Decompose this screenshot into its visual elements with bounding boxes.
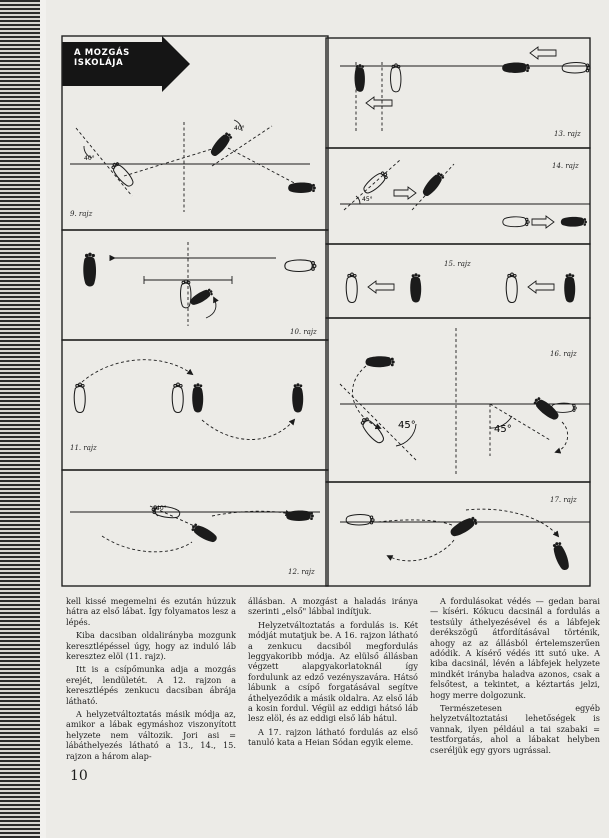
page-number: 10	[70, 768, 88, 784]
col3-paragraph: A fordulásokat védés — gedan barai — kíséri. Kókucu dacsinál a fordulás a testsúly áthelyezésével és a lábfejek derékszögű átfordításával történik, ahogy az az állásból értelemszerűen adódik. A kísérő védés itt sutó uke. A kiba dacsinál, lévén a lábfejek helyzete mindkét irányba haladva azonos, csak a felsőtest, a tekintet, a kéztartás jelzi, hogy merre dolgozunk.	[430, 596, 600, 700]
banner-line2: ISKOLÁJA	[74, 58, 124, 68]
banner-text	[74, 48, 130, 68]
panel-fig10	[62, 230, 328, 340]
fig9-angle-left: 40°	[84, 155, 95, 162]
fig11-label: 11. rajz	[70, 444, 97, 452]
text-column-1	[66, 596, 236, 764]
col2-paragraph: állásban. A mozgást a haladás iránya szerinti „első" lábbal indítjuk.	[248, 596, 418, 617]
fig16-angle-right: 45°	[494, 424, 512, 435]
panel-fig13	[326, 38, 590, 148]
fig12-label: 12. rajz	[288, 568, 315, 576]
fig14-angle: 45°	[362, 196, 373, 203]
panel-fig15	[326, 244, 590, 318]
fig9-label: 9. rajz	[70, 210, 93, 218]
fig10-label: 10. rajz	[290, 328, 317, 336]
fig16-label: 16. rajz	[550, 350, 577, 358]
col1-paragraph: Kiba dacsiban oldalirányba mozgunk keresztlépéssel úgy, hogy az induló láb keresztez elöl (11. rajz).	[66, 630, 236, 662]
text-column-2	[248, 596, 418, 751]
col1-paragraph: A helyzetváltoztatás másik módja az, amikor a lábak egymáshoz viszonyított helyzete nem változik. Jori asi = lábáthelyezés látható a 13., 14., 15. rajzon a három alap-	[66, 709, 236, 761]
fig13-label: 13. rajz	[554, 130, 581, 138]
book-binding	[0, 0, 46, 838]
fig15-label: 15. rajz	[444, 260, 471, 268]
text-column-3	[430, 596, 600, 758]
fig17-drawing	[340, 509, 590, 572]
panel-fig16	[326, 318, 590, 482]
fig10-drawing	[83, 242, 316, 326]
fig13-drawing	[340, 47, 590, 132]
fig17-label: 17. rajz	[550, 496, 577, 504]
fig12-drawing	[70, 504, 320, 552]
col1-paragraph: Itt is a csípőmunka adja a mozgás erejét, lendületét. A 12. rajzon a keresztlépés zenkucu dacsiban ábrája látható.	[66, 664, 236, 706]
col2-paragraph: A 17. rajzon látható fordulás az első tanuló kata a Heian Sódan egyik eleme.	[248, 726, 418, 748]
col1-paragraph: kell kissé megemelni és ezután húzzuk hátra az első lábat. Így folyamatos lesz a lépés.	[66, 596, 236, 627]
fig9-angle-right: 40°	[234, 125, 245, 132]
fig14-label: 14. rajz	[552, 162, 579, 170]
col3-paragraph: Természetesen egyéb helyzetváltoztatási lehetőségek is vannak, ilyen például a tai szabaki = testforgatás, ahol a lábakat helyben cseréljük egy gyors ugrással.	[430, 703, 600, 755]
fig12-angle: 40°	[156, 505, 167, 512]
fig11-drawing	[74, 360, 303, 440]
col2-paragraph: Helyzetváltoztatás a fordulás is. Két módját mutatjuk be. A 16. rajzon látható a zenkucu dacsiból megfordulás leggyakoribb módja. Az elülső állásban végzett alapgyakorlatoknál így fordulunk az edző vezényszavára. Hátsó lábunk a csípő forgatásával segítve áthelyeződik a másik oldalra. Az első láb a kosin fordul. Végül az eddigi hátsó láb lesz elöl, és az eddigi első láb hátul.	[248, 619, 418, 724]
banner-line1: A MOZGÁS	[74, 48, 130, 58]
fig9-drawing	[70, 120, 316, 212]
fig16-angle-left: 45°	[398, 420, 416, 431]
figure-drawings	[62, 36, 592, 586]
figure-area	[62, 36, 592, 586]
fig14-drawing	[340, 160, 590, 228]
body-text	[66, 596, 600, 766]
fig15-drawing	[346, 273, 575, 302]
